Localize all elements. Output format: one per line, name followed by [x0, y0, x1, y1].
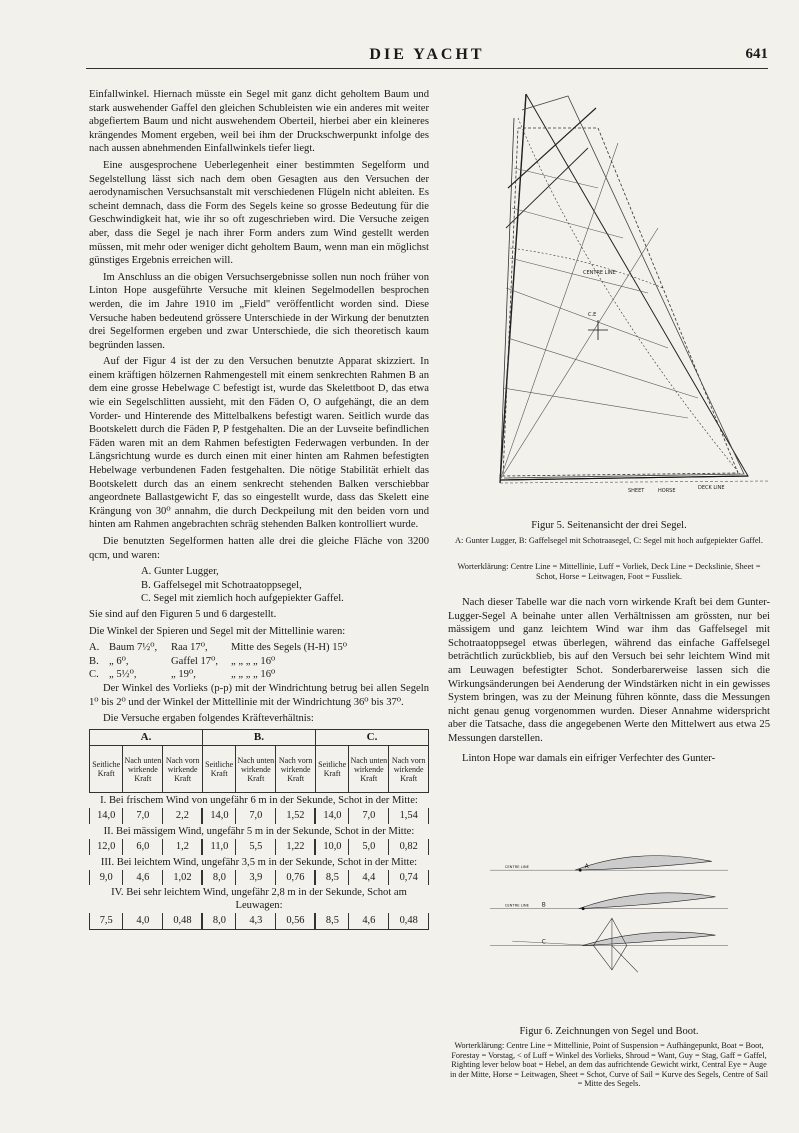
table-cell: 9,0	[90, 870, 123, 886]
table-cell: 7,0	[123, 808, 163, 824]
table-subheader	[90, 746, 429, 793]
table-cell: 11,0	[202, 839, 235, 855]
table-cell: 1,22	[276, 839, 316, 855]
table-condition-row	[90, 824, 429, 839]
paragraph: Einfallwinkel. Hiernach müsste ein Segel mit ganz dicht geholtem Baum und stark auswehender Gaffel den gleichen Schubleisten wie ein anderes mit weiter abgefiertem Baum und nicht auswehendem Oberteil, hierbei aber ein kleineres krängendes Moment ergeben, weil bei ihm der Druckschwerpunkt infolge des nach aussen abnehmenden Einfallwinkels tiefer liegt.	[89, 89, 429, 155]
figure-5-legend: A: Gunter Lugger, B: Gaffelsegel mit Schotraasegel, C: Segel mit hoch aufgepiekter Gaffel.	[455, 536, 763, 545]
table-cell: 7,0	[236, 808, 276, 824]
group-b: B.	[202, 729, 315, 746]
centre-line-label: CENTRE LINE	[583, 270, 616, 276]
winkel-key: C.	[89, 669, 99, 681]
table-cell: 2,2	[163, 808, 203, 824]
column-header: Nach vorn wirkende Kraft	[276, 746, 316, 793]
table-group-header	[90, 729, 429, 746]
horse-label: HORSE	[658, 488, 676, 494]
centre-line-label: CENTRE LINE	[504, 864, 530, 869]
list-item: B. Gaffelsegel mit Schotraatoppsegel,	[141, 579, 302, 591]
journal-title: DIE YACHT	[369, 46, 485, 63]
table-cell: 12,0	[90, 839, 123, 855]
table-cell: 1,2	[163, 839, 203, 855]
column-header: Nach unten wirkende Kraft	[349, 746, 389, 793]
condition-label: III. Bei leichtem Wind, ungefähr 3,5 m in der Sekunde, Schot in der Mitte:	[100, 856, 418, 868]
winkel-mitte: „ „ „ „ 16⁰	[231, 669, 276, 681]
paragraph: Sie sind auf den Figuren 5 und 6 dargestellt.	[89, 608, 277, 620]
figure-5-caption: Figur 5. Seitenansicht der drei Segel.	[531, 520, 687, 531]
label-c: C	[541, 939, 546, 946]
winkel-mitte: „ „ „ „ 16⁰	[231, 655, 276, 667]
table-cell: 7,5	[90, 913, 123, 929]
table-row	[90, 870, 429, 886]
label-a: A	[584, 863, 589, 870]
paragraph: Linton Hope war damals ein eifriger Verfechter des Gunter-	[462, 752, 716, 764]
column-header: Nach unten wirkende Kraft	[123, 746, 163, 793]
table-cell: 1,54	[389, 808, 429, 824]
table-cell: 4,6	[123, 870, 163, 886]
table-cell: 8,0	[202, 913, 235, 929]
table-cell: 8,0	[202, 870, 235, 886]
winkel-row	[89, 668, 429, 682]
table-row	[90, 808, 429, 824]
table-cell: 8,5	[315, 870, 348, 886]
winkel-baum: „ 5½⁰,	[109, 669, 137, 681]
group-a: A.	[90, 729, 203, 746]
table-cell: 0,48	[389, 913, 429, 929]
table-cell: 4,0	[123, 913, 163, 929]
sheet-label: SHEET	[628, 488, 645, 494]
table-cell: 6,0	[123, 839, 163, 855]
page-number: 641	[745, 46, 768, 62]
table-cell: 0,56	[276, 913, 316, 929]
paragraph: Die Versuche ergaben folgendes Kräfteverhältnis:	[103, 713, 314, 725]
condition-label: IV. Bei sehr leichtem Wind, ungefähr 2,8 m in der Sekunde, Schot am Leuwagen:	[111, 887, 407, 912]
figure-5-glossary: Worterklärung: Centre Line = Mittellinie, Luff = Vorliek, Deck Line = Deckslinie, Sheet = Schot, Horse = Leitwagen, Foot = Fussliek.	[457, 562, 761, 581]
table-row	[90, 839, 429, 855]
paragraph: Der Winkel des Vorlieks (p-p) mit der Windrichtung betrug bei allen Segeln 1⁰ bis 2⁰ und der Winkel der Mittellinie mit der Windrichtung 36⁰ bis 37⁰.	[89, 682, 429, 708]
sail-shape-c	[582, 932, 715, 945]
table-condition-row	[90, 855, 429, 870]
table-cell: 14,0	[202, 808, 235, 824]
winkel-mitte: Mitte des Segels (H-H) 15⁰	[231, 642, 348, 654]
paragraph: Die benutzten Segelformen hatten alle drei die gleiche Fläche von 3200 qcm, und waren:	[89, 536, 429, 561]
condition-label: I. Bei frischem Wind von ungefähr 6 m in der Sekunde, Schot in der Mitte:	[100, 795, 418, 807]
list-item: A. Gunter Lugger,	[141, 566, 219, 578]
table-cell: 14,0	[90, 808, 123, 824]
table-cell: 7,0	[349, 808, 389, 824]
winkel-baum: „ 6⁰,	[109, 655, 129, 667]
winkel-row	[89, 655, 429, 669]
right-text	[448, 596, 770, 771]
table-cell: 4,3	[236, 913, 276, 929]
ce-label: C.E	[588, 312, 597, 318]
sail-outline-b	[503, 128, 738, 476]
table-cell: 4,6	[349, 913, 389, 929]
paragraph: Die Winkel der Spieren und Segel mit der Mittellinie waren:	[89, 625, 346, 637]
paragraph: Auf der Figur 4 ist der zu den Versuchen benutzte Apparat skizziert. In einem kräftigen hölzernen Rahmengestell mit einem senkrechten Rahmen B an dem eine grosse Hebelwage C befestigt ist, wurde das Skelettboot D, das etwa wie ein Segelschlitten aussieht, mit den Fäden O, O aufgehängt, die an dem Vorder- und Hinterende des Mittelbalkens befestigt waren. Seitlich wurde das Bootskelett durch die Fäden P, P festgehalten. Die an der Luvseite befindlichen Fäden waren mit an dem Rahmen befestigten Federwagen verbunden. In der Längsrichtung wurde es durch einen mit einer hinten am Rahmen befestigten Hebelwage verbundenen Faden festgehalten. Die nötige Stabilität erhielt das Bootskelett durch das an einem senkrecht stehenden Balken verschiebbar angeordnete Ballastgewicht F, das so eingestellt wurde, dass das Skelett eine Krängung von 30⁰ annahm, die durch Deckpeilung mit den beiden vorn und hinten am Rahmen angebrachten schräg stehenden Balken kontrolliert wurde.	[89, 356, 429, 531]
table-cell: 4,4	[349, 870, 389, 886]
sail-list	[89, 565, 429, 606]
table-cell: 0,48	[163, 913, 203, 929]
figure-6-legend: Worterklärung: Centre Line = Mittellinie, Point of Suspension = Aufhängepunkt, Boat = Boot, Forestay = Vorstag, < of Luff = Winkel des Vorlieks, Shroud = Want, Guy = Stag, Gaff = Gaffel, Righting lever below boat = Hebel, an dem das aufrichtende Gewicht wirkt, Central Eye = Auge in der Mitte, Horse = Leitwagen, Sheet = Schot, Curve of Sail = Kurve des Segels, Centre of Sail = Mitte des Segels.	[449, 1041, 769, 1089]
paragraph: Eine ausgesprochene Ueberlegenheit einer bestimmten Segelform und Segelstellung lässt sich nach dem oben Gesagten aus den Versuchen der aerodynamischen Versuchsanstalt mit verschiedenen Flügeln nicht ableiten. Es scheint demnach, dass die Form des Segels keine so grosse Bedeutung für die Geschwindigkeit hat, wie ihr so oft zugeschrieben wird. Die Versuche zeigen aber, dass die Segel je nach ihrer Form anders zum Wind gestellt werden müssen, mit mehr oder weniger dicht geholtem Baum, wenn man ein möglichst günstiges Ergebnis erreichen will.	[89, 159, 429, 267]
winkel-key: B.	[89, 655, 99, 667]
table-cell: 10,0	[315, 839, 348, 855]
winkel-baum: Baum 7½⁰,	[109, 642, 158, 654]
paragraph: Im Anschluss an die obigen Versuchsergebnisse sollen nun noch früher von Linton Hope ausgeführte Versuche mit kleinen Segelmodellen besprochen werden, die im Jahre 1910 im „Field" veröffentlicht worden sind. Diese Versuche haben bedeutend grössere Unterschiede in der Wirkung der benutzten drei Segelformen ergeben und zwar Unterschiede, die sich theoretisch kaum begründen lassen.	[89, 271, 429, 351]
column-header: Nach vorn wirkende Kraft	[163, 746, 203, 793]
sail-shape-a	[575, 856, 712, 871]
table-cell: 0,74	[389, 870, 429, 886]
table-cell: 1,02	[163, 870, 203, 886]
forces-table	[89, 729, 429, 930]
centre-line-label: CENTRE LINE	[504, 903, 530, 908]
winkel-gaffel: „ 19⁰,	[171, 669, 196, 681]
left-column	[89, 88, 429, 930]
group-c: C.	[315, 729, 428, 746]
table-cell: 14,0	[315, 808, 348, 824]
table-cell: 8,5	[315, 913, 348, 929]
table-cell: 3,9	[236, 870, 276, 886]
table-cell: 0,76	[276, 870, 316, 886]
winkel-gaffel: Gaffel 17⁰,	[171, 655, 218, 667]
table-condition-row	[90, 793, 429, 809]
winkel-row	[89, 641, 429, 655]
winkel-key: A.	[89, 642, 100, 654]
table-cell: 5,5	[236, 839, 276, 855]
table-cell: 1,52	[276, 808, 316, 824]
sail-boat-figure-6	[448, 848, 770, 1018]
sail-diagram-figure-5	[448, 88, 770, 500]
column-header: Nach unten wirkende Kraft	[236, 746, 276, 793]
table-cell: 5,0	[349, 839, 389, 855]
column-header: Seitliche Kraft	[90, 746, 123, 793]
figure-6-caption: Figur 6. Zeichnungen von Segel und Boot.	[519, 1026, 699, 1037]
deck-line-label: DECK LINE	[698, 485, 725, 491]
winkel-gaffel: Raa 17⁰,	[171, 642, 208, 654]
list-item: C. Segel mit ziemlich hoch aufgepiekter Gaffel.	[141, 593, 344, 605]
table-condition-row	[90, 885, 429, 913]
paragraph: Nach dieser Tabelle war die nach vorn wirkende Kraft bei dem Gunter-Lugger-Segel A beinahe unter allen Verhältnissen am grössten, nur bei mässigem und ganz leichtem Wind war ihm das Gaffelsegel mit Schotraatoppsegel etwas überlegen, während das einfache Gaffelsegel beträchtlich zurückblieb, bis auf den Versuch bei sehr leichtem Wind mit am Leuwagen befestigter Schot. Sonderbarerweise lassen sich die Wirkungsänderungen bei Aenderung der Windstärken nicht in ein gewisses System bringen, was zu der Meinung führen könnte, dass die Messungen nicht genau genug vorgenommen wurden. Dieser Annahme widerspricht aber die Tatsache, dass die angegebenen Werte den Mittelwert aus etwa 25 Messungen darstellen.	[448, 597, 770, 744]
column-header: Seitliche Kraft	[315, 746, 348, 793]
column-header: Seitliche Kraft	[202, 746, 235, 793]
header-rule	[86, 68, 768, 69]
condition-label: II. Bei mässigem Wind, ungefähr 5 m in der Sekunde, Schot in der Mitte:	[103, 825, 415, 837]
label-b: B	[541, 902, 546, 909]
table-cell: 0,82	[389, 839, 429, 855]
sail-shape-b	[579, 893, 716, 909]
page-header	[86, 46, 768, 70]
table-body	[90, 793, 429, 929]
column-header: Nach vorn wirkende Kraft	[389, 746, 429, 793]
table-row	[90, 913, 429, 929]
